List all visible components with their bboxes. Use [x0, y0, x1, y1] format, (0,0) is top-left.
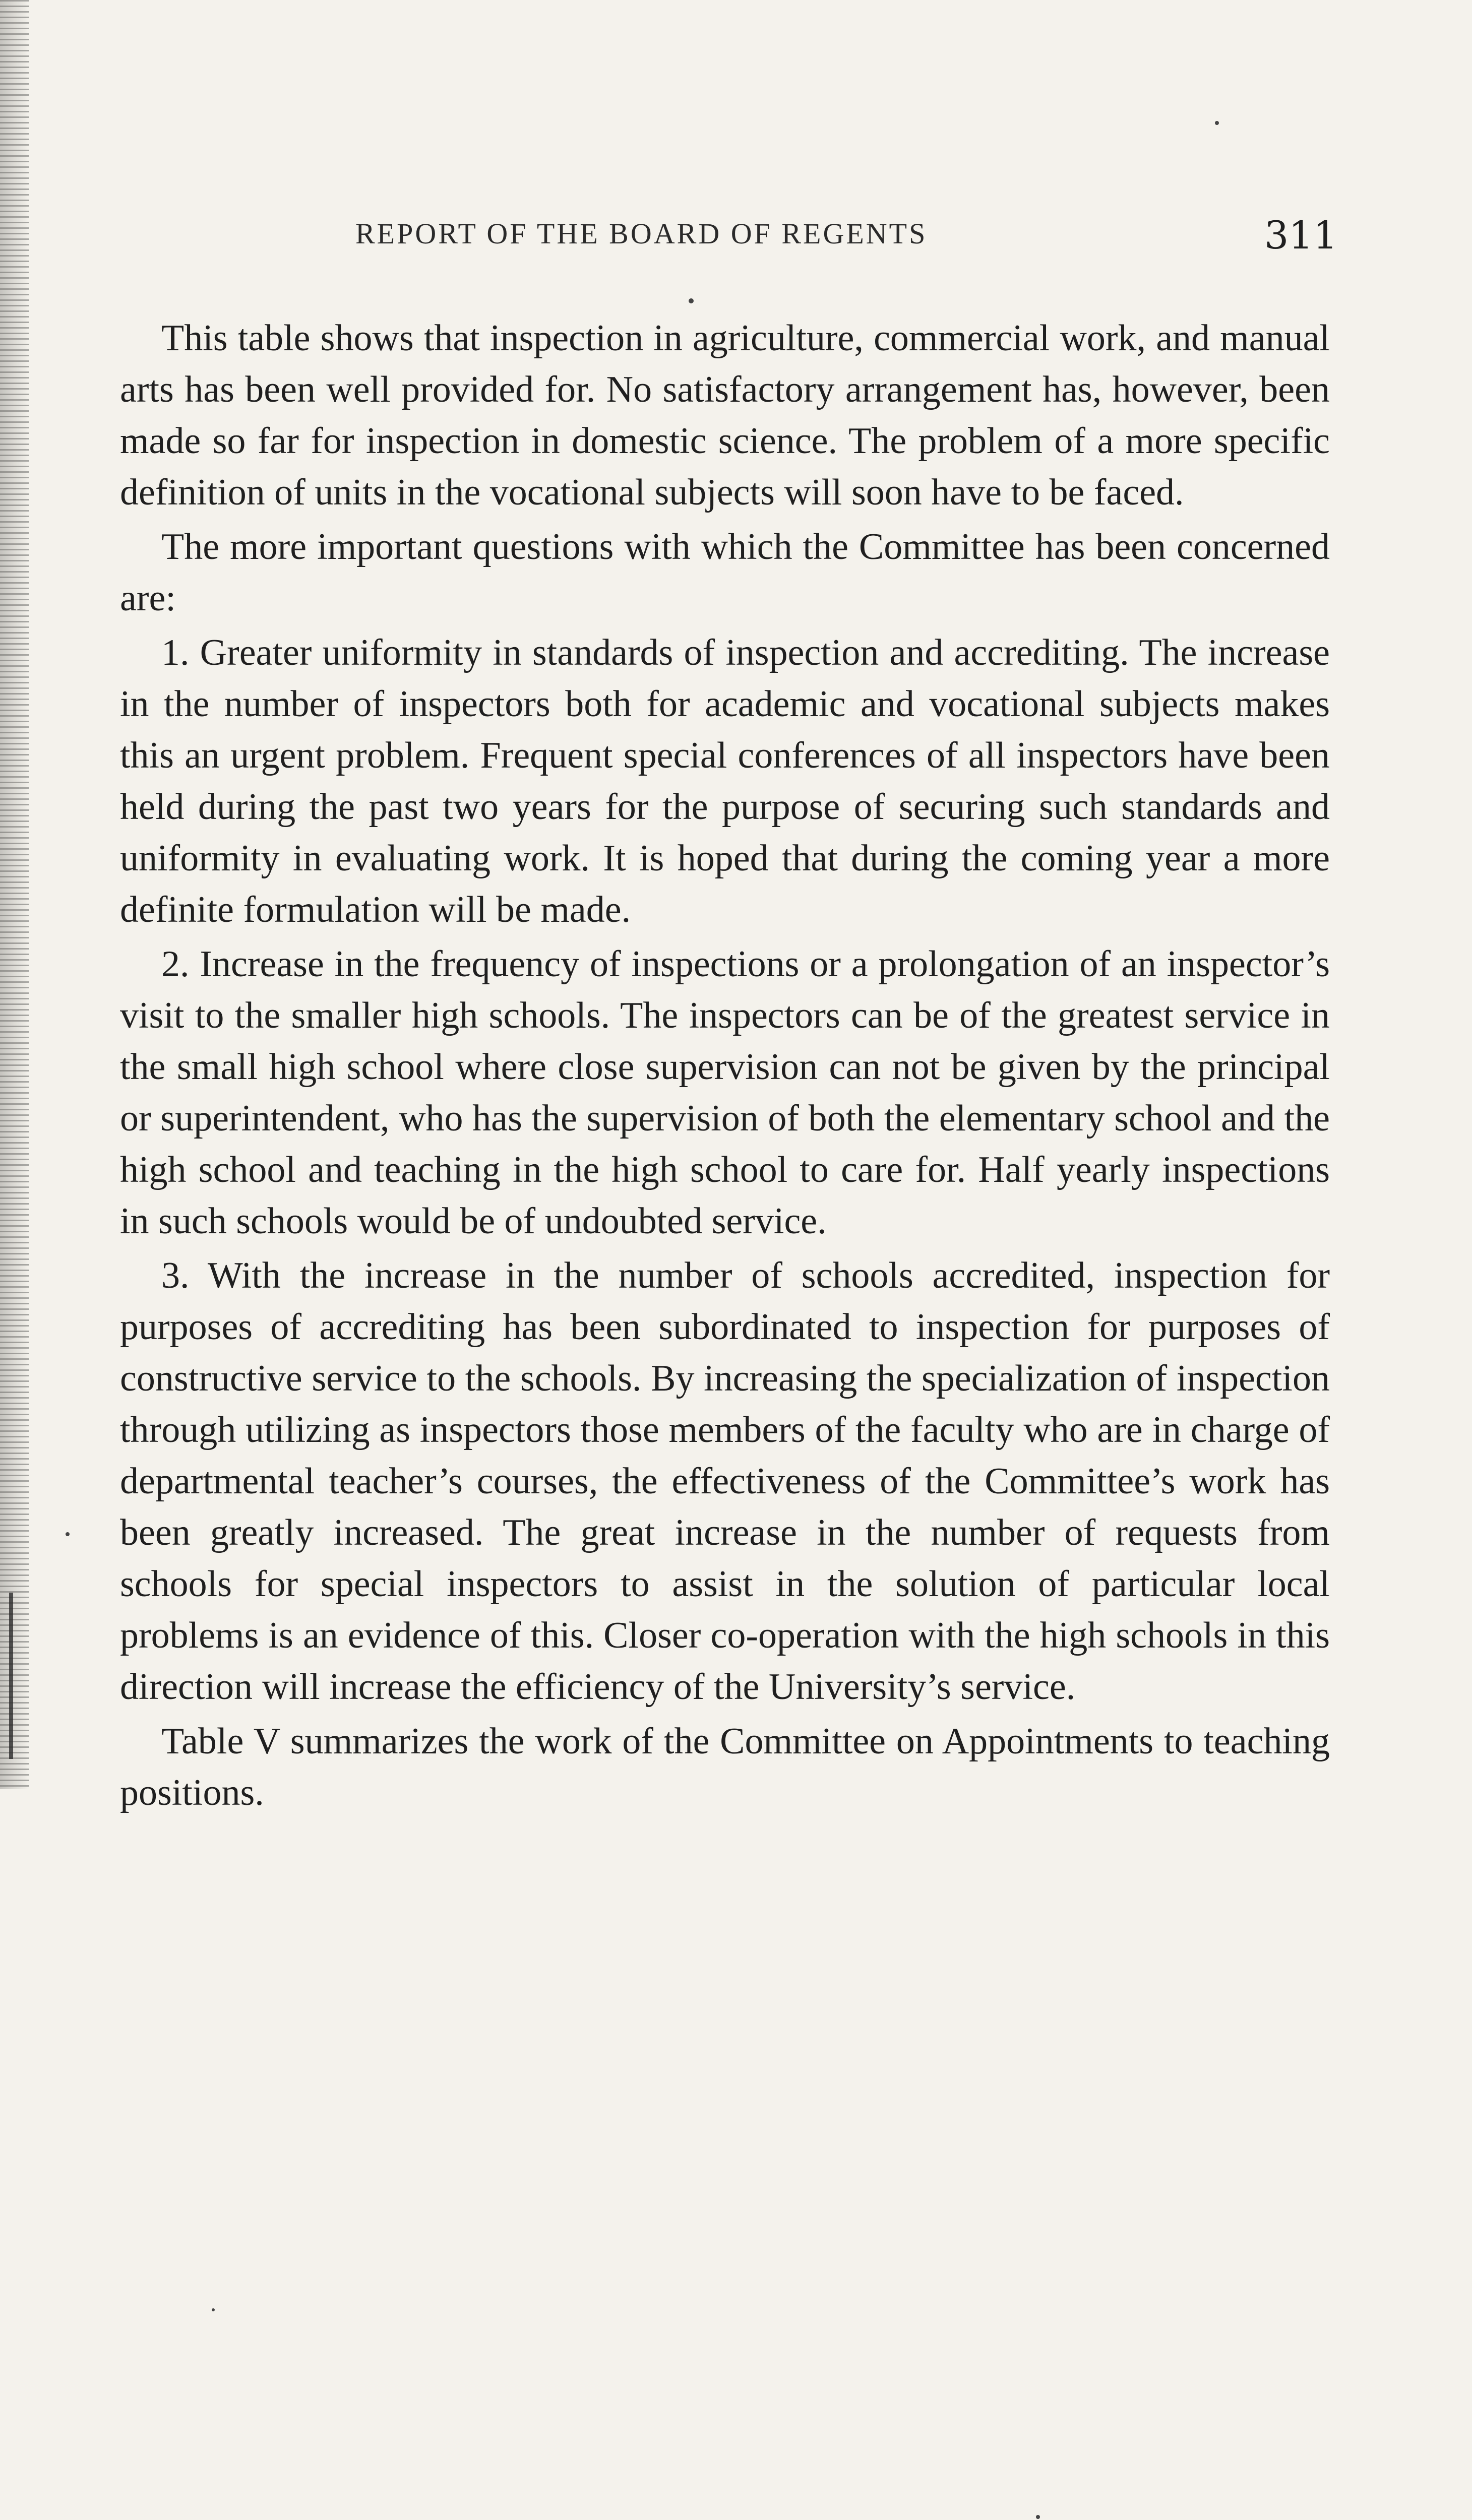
scan-speck — [212, 2308, 215, 2311]
scan-speck — [1215, 121, 1219, 125]
paragraph-item-3-accrediting: 3. With the increase in the number of schools accredited, inspection for purposes of accrediting has been subordinated to inspection for purposes of constructive service to the schools. By increasing the specialization of inspection through utilizing as inspectors those members of the faculty who are in charge of departmental teacher’s courses, the effectiveness of the Committee’s work has been greatly increased. The great increase in the number of requests from schools for special inspectors to assist in the solution of particular local problems is an evidence of this. Closer co-operation with the high schools in this direction will increase the efficiency of the University’s service. — [120, 1255, 1330, 1708]
page-header — [0, 213, 1472, 267]
page-body — [120, 312, 1330, 1821]
page-number: 311 — [1264, 213, 1338, 258]
paragraph-item-2-frequency: 2. Increase in the frequency of inspections or a prolongation of an inspector’s visit to the smaller high schools. The inspectors can be of the greatest service in the small high school where close supervision can not be given by the principal or superintendent, who has the supervision of both the elementary school and the high school and teaching in the high school to care for. Half yearly inspections in such schools would be of undoubted service. — [120, 943, 1330, 1242]
paragraph-questions-intro: The more important questions with which the Committee has been concerned are: — [120, 526, 1330, 619]
paragraph-table-v-reference: Table V summarizes the work of the Committee on Appointments to teaching positions. — [120, 1721, 1330, 1813]
page-binding-edge — [0, 0, 29, 1789]
paragraph-inspection-summary: This table shows that inspection in agriculture, commercial work, and manual arts has been well provided for. No satisfactory arrangement has, however, been made so far for inspection in domestic science. The problem of a more specific definition of units in the vocational subjects will soon have to be faced. — [120, 318, 1330, 513]
scan-speck — [1036, 2515, 1040, 2519]
page-binding-mark — [9, 1593, 13, 1759]
scan-speck — [689, 298, 694, 303]
running-head: REPORT OF THE BOARD OF REGENTS — [355, 217, 928, 250]
paragraph-item-1-uniformity: 1. Greater uniformity in standards of inspection and accrediting. The increase in the number of inspectors both for academic and vocational subjects makes this an urgent problem. Frequent special conferences of all inspectors have been held during the past two years for the purpose of securing such standards and uniformity in evaluating work. It is hoped that during the coming year a more definite formulation will be made. — [120, 632, 1330, 930]
scan-speck — [66, 1532, 70, 1536]
